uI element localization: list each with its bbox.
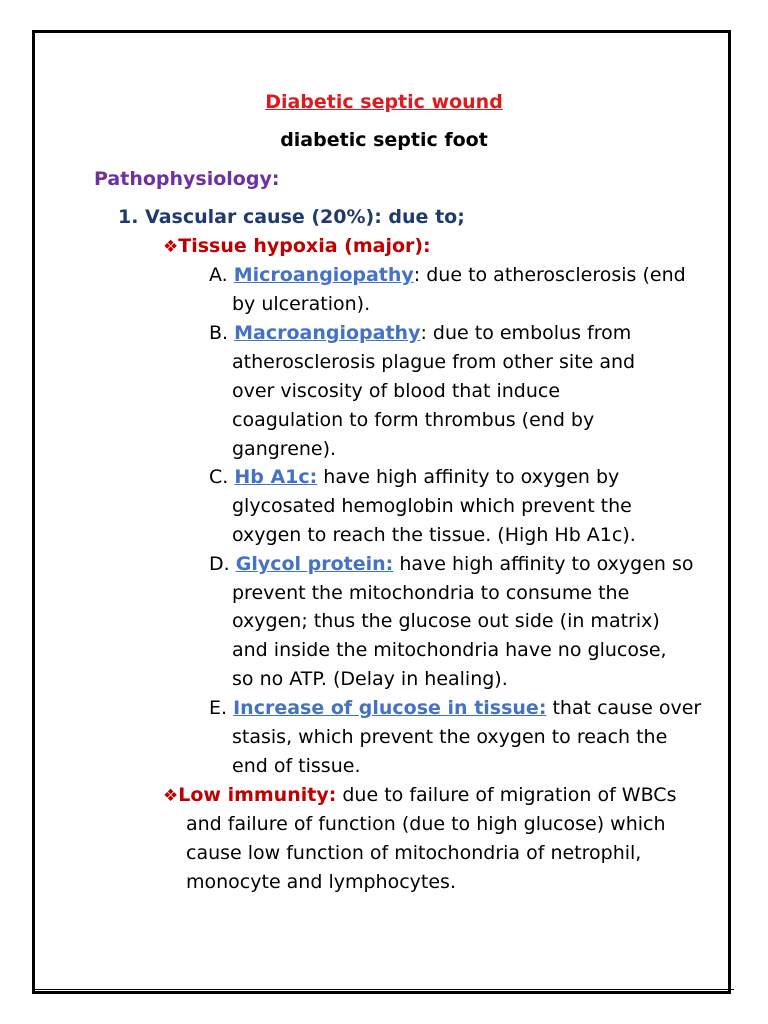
bullet-text-line: and failure of function (due to high glucose) which <box>186 813 666 835</box>
item-text: have high affinity to oxygen so <box>393 553 694 575</box>
bottom-rule <box>35 989 734 990</box>
bullet-tissue-hypoxia <box>163 232 431 262</box>
item-text-line: oxygen to reach the tissue. (High Hb A1c). <box>232 524 636 546</box>
item-text: : due to atherosclerosis (end <box>413 264 686 286</box>
bullet-heading: Tissue hypoxia (major): <box>178 235 431 257</box>
item-term: Hb A1c: <box>234 466 318 488</box>
item-text-line: prevent the mitochondria to consume the <box>232 582 630 604</box>
item-marker: A. <box>209 264 228 286</box>
bullet-low-immunity <box>163 781 676 811</box>
doc-title: Diabetic septic wound <box>265 91 503 113</box>
item-text: have high affinity to oxygen by <box>317 466 620 488</box>
item-term: Microangiopathy <box>233 264 414 286</box>
item-text-line: atherosclerosis plague from other site and <box>232 351 636 373</box>
list-item-b <box>209 319 631 348</box>
item-text-line: end of tissue. <box>232 755 361 777</box>
section-heading: Pathophysiology: <box>94 168 280 190</box>
item-text-line: gangrene). <box>232 438 337 460</box>
item-text-line: coagulation to form thrombus (end by <box>232 409 595 431</box>
item-text-line: and inside the mitochondria have no glucose, <box>232 639 667 661</box>
item-text-line: stasis, which prevent the oxygen to reach the <box>232 726 668 748</box>
item-text: : due to embolus from <box>420 322 632 344</box>
list-item-e <box>209 694 701 723</box>
cause-heading: 1. Vascular cause (20%): due to; <box>118 206 465 228</box>
item-term: Increase of glucose in tissue: <box>233 697 547 719</box>
list-item-d <box>209 550 694 579</box>
list-item-a <box>209 261 686 290</box>
diamond-bullet-icon: ❖ <box>163 786 179 806</box>
item-term: Glycol protein: <box>235 553 394 575</box>
item-text-line: over viscosity of blood that induce <box>232 380 561 402</box>
item-marker: B. <box>209 322 229 344</box>
list-item-c <box>209 463 619 492</box>
item-text-line: by ulceration). <box>232 293 371 315</box>
bullet-text-line: monocyte and lymphocytes. <box>186 871 456 893</box>
item-text-line: glycosated hemoglobin which prevent the <box>232 495 632 517</box>
item-text-line: oxygen; thus the glucose out side (in matrix) <box>232 610 660 632</box>
bullet-text-line: cause low function of mitochondria of netrophil, <box>186 842 642 864</box>
diamond-bullet-icon: ❖ <box>163 237 179 257</box>
doc-subtitle: diabetic septic foot <box>280 129 488 151</box>
item-marker: E. <box>209 697 228 719</box>
item-marker: C. <box>209 466 229 488</box>
item-term: Macroangiopathy <box>234 322 421 344</box>
bullet-heading: Low immunity: <box>178 784 337 806</box>
item-text-line: so no ATP. (Delay in healing). <box>232 668 508 690</box>
bullet-text: due to failure of migration of WBCs <box>336 784 677 806</box>
item-marker: D. <box>209 553 230 575</box>
item-text: that cause over <box>546 697 702 719</box>
